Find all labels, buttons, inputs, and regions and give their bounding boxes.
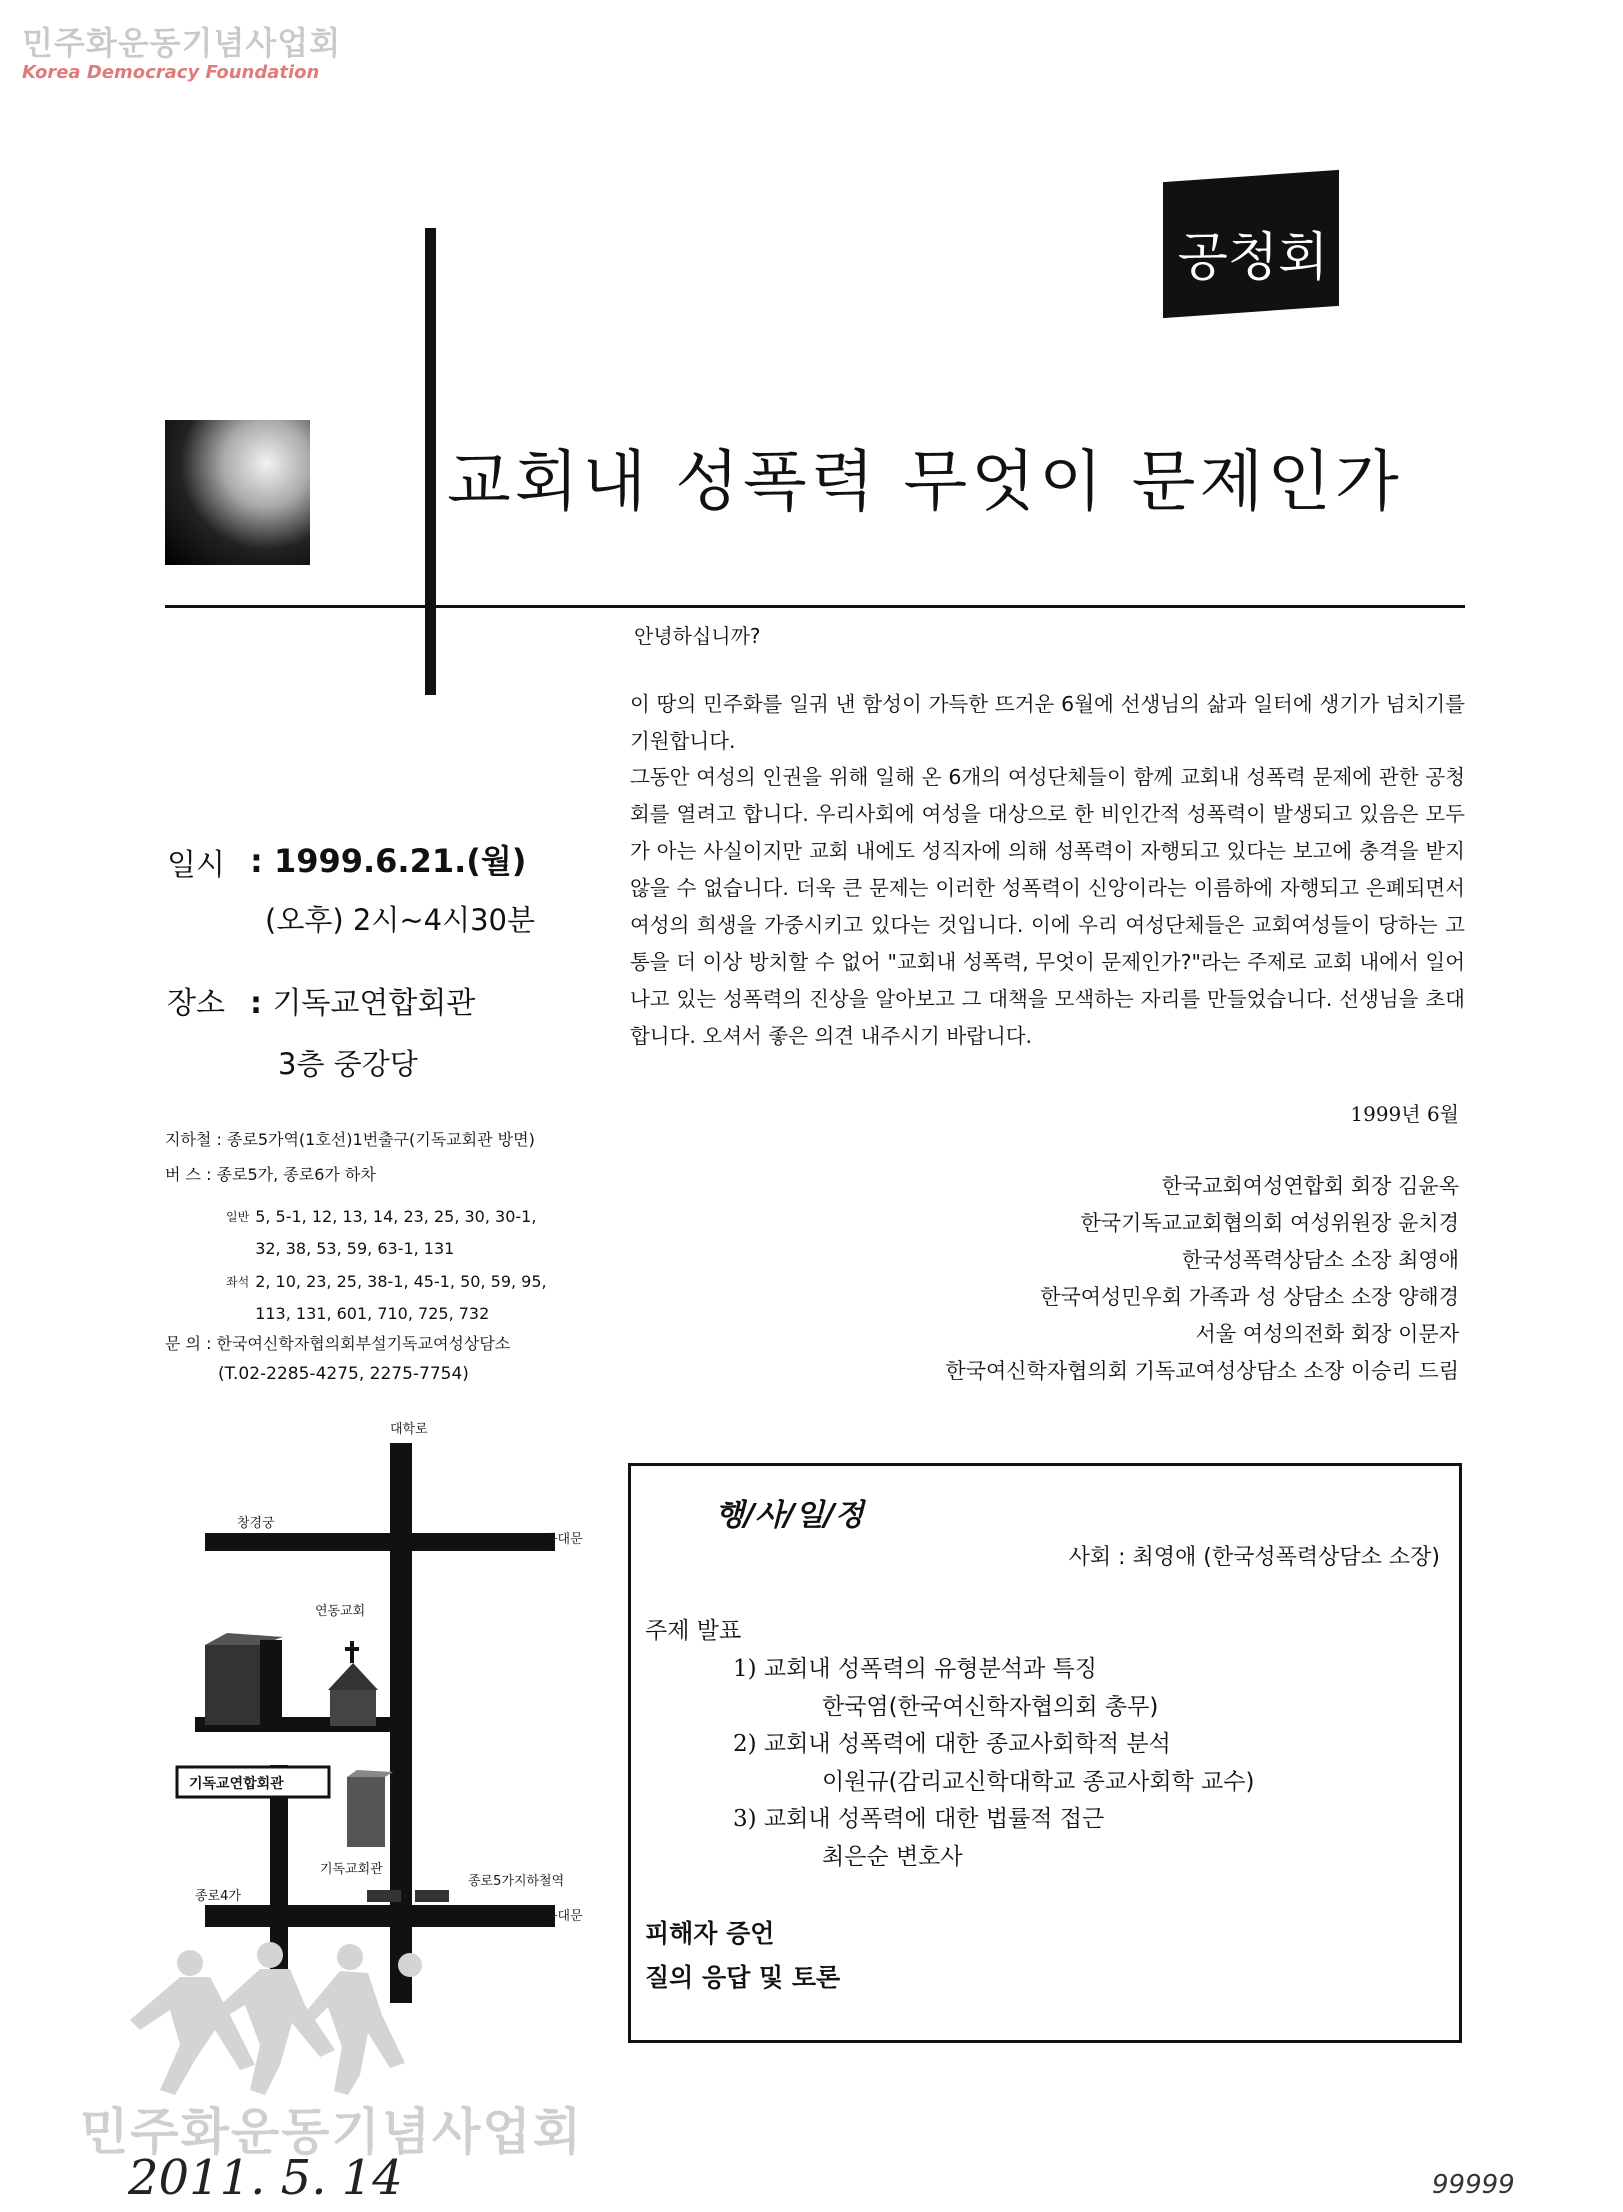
header-photo — [165, 420, 310, 565]
colon-sep: : — [250, 842, 274, 880]
seat-bus-routes: 2, 10, 23, 25, 38-1, 45-1, 50, 59, 95, 113, 131, 601, 710, 725, 732 — [255, 1272, 547, 1323]
where-label: 장소 — [167, 986, 225, 1021]
event-date: 1999.6.21.(월) — [273, 842, 527, 880]
greeting-text: 안녕하십니까? — [634, 624, 761, 648]
map-label-dongdaemun-top: 동대문 — [545, 1532, 583, 1547]
inquiry-phone: (T.02-2285-4275, 2275-7754) — [218, 1364, 469, 1384]
map-label-changgyeonggung: 창경궁 — [237, 1516, 275, 1531]
category-tag: 공청회 — [1177, 228, 1329, 288]
signatory: 한국기독교교회협의회 여성위원장 윤치경 — [1080, 1211, 1459, 1235]
schedule-host: 사회 : 최영애 (한국성폭력상담소 소장) — [1068, 1545, 1440, 1570]
letter-paragraph-2: 그동안 여성의 인권을 위해 일해 온 6개의 여성단체들이 함께 교회내 성폭력 문제에 관한 공청회를 열려고 합니다. 우리사회에 여성을 대상으로 한 비인간적 성폭력이 발생되고 있음은 모두가 아는 사실이지만 교회 내에도 성직자에 의해 성폭력이 자행되고 있다는 보고에 충격을 받지 않을 수 없습니다. 더욱 큰 문제는 이러한 성폭력이 신앙이라는 이름하에 자행되고 은폐되면서 여성의 희생을 가중시키고 있다는 것입니다. 이에 우리 여성단체들은 교회여성들이 당하는 고통을 더 이상 방치할 수 없어 "교회내 성폭력, 무엇이 문제인가?"라는 주제로 교회 내에서 일어나고 있는 성폭력의 진상을 알아보고 그 대책을 모색하는 자리를 만들었습니다. 선생님을 초대합니다. 오셔서 좋은 의견 내주시기 바랍니다. — [630, 765, 1465, 1048]
watermark-logo-bottom: 민주화운동기념사업회 — [80, 2103, 583, 2161]
when-label-row — [167, 840, 225, 884]
watermark-logo-korean: 민주화운동기념사업회 — [22, 24, 342, 62]
transport-seat-bus — [226, 1266, 575, 1330]
letter-date: 1999년 6월 — [1350, 1102, 1459, 1126]
item-presenter: 한국염(한국여신학자협의회 총무) — [822, 1694, 1159, 1720]
event-time: (오후) 2시~4시30분 — [265, 903, 536, 937]
item-number: 1) — [733, 1656, 757, 1682]
map-label-station: 종로5가지하철역 — [468, 1874, 565, 1889]
schedule-item — [733, 1650, 1097, 1683]
building-icon — [205, 1633, 283, 1725]
signatory: 한국여성민우회 가족과 성 상담소 소장 양해경 — [1040, 1285, 1459, 1309]
when-value-row — [250, 836, 526, 882]
map-road-bottom — [205, 1905, 555, 1927]
seat-bus-label: 좌석 — [226, 1275, 250, 1289]
signatory: 한국여신학자협의회 기독교여성상담소 소장 이승리 드림 — [945, 1359, 1459, 1383]
general-bus-label: 일반 — [226, 1210, 250, 1224]
letter-paragraph-1: 이 땅의 민주화를 일궈 낸 함성이 가득한 뜨거운 6월에 선생님의 삶과 일터에 생기가 넘치기를 기원합니다. — [630, 692, 1465, 753]
schedule-title: 행/사/일/정 — [715, 1498, 864, 1533]
schedule-item — [733, 1800, 1104, 1833]
item-topic: 교회내 성폭력의 유형분석과 특징 — [763, 1656, 1097, 1682]
map-label-north: 대학로 — [390, 1422, 428, 1437]
item-number: 3) — [733, 1806, 757, 1832]
watermark-logo-english: Korea Democracy Foundation — [22, 62, 320, 83]
item-topic: 교회내 성폭력에 대한 종교사회학적 분석 — [763, 1731, 1171, 1757]
item-presenter: 최은순 변호사 — [822, 1844, 963, 1870]
signatory: 한국성폭력상담소 소장 최영애 — [1181, 1248, 1459, 1272]
schedule-item — [733, 1725, 1171, 1758]
inquiry-text: 문 의 : 한국여신학자협의회부설기독교여성상담소 — [165, 1334, 511, 1353]
event-floor: 3층 중강당 — [278, 1047, 418, 1081]
map-road-top — [205, 1533, 555, 1551]
signatory-list — [945, 1168, 1459, 1390]
signatory: 서울 여성의전화 회장 이문자 — [1195, 1322, 1459, 1346]
title-vertical-bar — [425, 228, 436, 695]
page-title: 교회내 성폭력 무엇이 문제인가 — [447, 443, 1403, 520]
handwritten-number: 99999 — [1432, 2170, 1515, 2200]
transport-general-bus — [226, 1201, 555, 1265]
map-label-dongdaemun-bottom: 동대문 — [545, 1909, 583, 1924]
map-label-building: 기독교연합회관 — [189, 1776, 284, 1792]
event-venue: 기독교연합회관 — [272, 986, 476, 1021]
signatory: 한국교회여성연합회 회장 김윤옥 — [1161, 1174, 1459, 1198]
map-label-jongno4: 종로4가 — [195, 1889, 241, 1904]
transport-bus: 버 스 : 종로5가, 종로6가 하차 — [165, 1165, 376, 1184]
handwritten-date: 2011. 5. 14 — [128, 2150, 403, 2206]
map-label-church-hall: 기독교회관 — [320, 1862, 383, 1877]
item-topic: 교회내 성폭력에 대한 법률적 접근 — [763, 1806, 1105, 1832]
item-presenter: 이원규(감리교신학대학교 종교사회학 교수) — [822, 1769, 1255, 1795]
schedule-section-title: 주제 발표 — [645, 1618, 742, 1644]
map-label-church: 연동교회 — [315, 1604, 366, 1619]
schedule-testimony: 피해자 증언 — [645, 1919, 775, 1948]
where-value-row — [250, 978, 475, 1022]
transport-subway: 지하철 : 종로5가역(1호선)1번출구(기독교회관 방면) — [165, 1130, 535, 1149]
runners-watermark-icon — [120, 1935, 450, 2100]
schedule-discussion: 질의 응답 및 토론 — [645, 1963, 841, 1992]
when-label: 일시 — [167, 848, 225, 883]
colon-sep: : — [250, 986, 273, 1021]
item-number: 2) — [733, 1731, 757, 1757]
church-hall-icon — [347, 1770, 393, 1847]
church-icon — [328, 1641, 378, 1726]
title-divider — [165, 605, 1465, 608]
general-bus-routes: 5, 5-1, 12, 13, 14, 23, 25, 30, 30-1, 32, 38, 53, 59, 63-1, 131 — [255, 1207, 537, 1258]
